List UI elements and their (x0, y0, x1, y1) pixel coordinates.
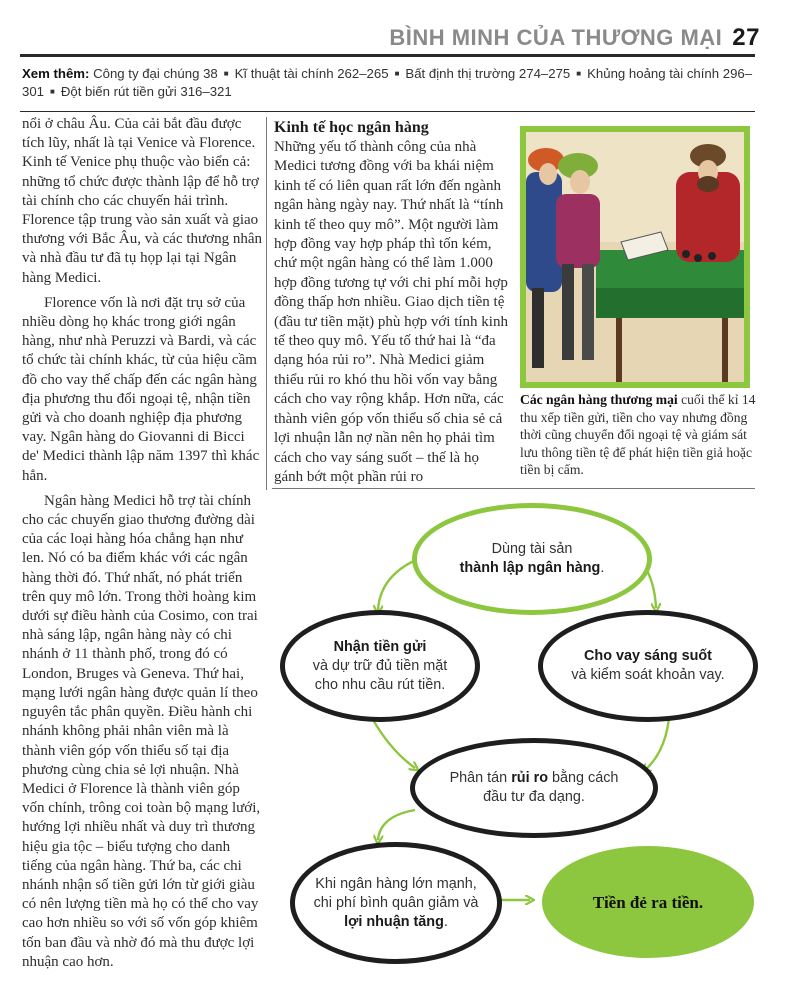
flow-node-deposits (280, 610, 480, 722)
node-text: bằng cách (547, 770, 619, 786)
see-also-item[interactable]: Công ty đại chúng 38 (93, 66, 218, 81)
header-rule (20, 54, 755, 57)
body-paragraph: Florence vốn là nơi đặt trụ sở của nhiều dòng họ khác trong giới ngân hàng, như nhà Peruzzi và Bardi, và các tổ chức tài chính khác, từ của hiệu cầm đồ cho vay thế chấp đến các ngân hàng địa phương thu đổi ngoại tệ, nhận tiền gửi và cho doanh nghiệp địa phương vay. Ngân hàng do Giovanni di Bicci de' Medici thành lập năm 1397 thì khác hẳn. (22, 294, 260, 484)
see-also-item[interactable]: Đột biến rút tiền gửi 316–321 (60, 84, 232, 99)
see-also-rule (20, 111, 755, 112)
figure-caption (520, 391, 756, 479)
see-also-item[interactable]: Bất định thị trường 274–275 (405, 66, 571, 81)
square-bullet-icon: ■ (223, 69, 229, 78)
node-text: và kiểm soát khoản vay. (571, 667, 725, 683)
node-text-bold: thành lập ngân hàng (459, 560, 601, 576)
flow-node-diversify (410, 738, 658, 838)
flow-node-found-bank (412, 503, 652, 615)
sidebar-column (274, 118, 510, 487)
node-text-bold: rủi ro (511, 770, 548, 786)
chapter-title: BÌNH MINH CỦA THƯƠNG MẠI (389, 25, 723, 50)
bankers-painting-image (526, 132, 744, 382)
node-text: . (443, 913, 448, 930)
see-also-label: Xem thêm: (22, 66, 90, 81)
column-divider (266, 117, 267, 490)
square-bullet-icon: ■ (394, 69, 400, 78)
node-text: Phân tán (449, 770, 512, 786)
node-text: Dùng tài sản (491, 541, 573, 557)
node-text: và dự trữ đủ tiền mặt (312, 657, 448, 674)
caption-bold: Các ngân hàng thương mại (520, 392, 678, 407)
medieval-bankers-illustration (520, 126, 750, 388)
node-text: . (600, 560, 605, 576)
node-text: chi phí bình quân giảm và (313, 894, 479, 911)
flow-node-lending (538, 610, 758, 722)
node-text-bold: Tiền đẻ ra tiền. (592, 892, 704, 912)
square-bullet-icon: ■ (576, 69, 582, 78)
page-number: 27 (732, 24, 760, 51)
flow-node-growth (290, 842, 502, 964)
body-paragraph: nổi ở châu Âu. Của cải bắt đầu được tích lũy, nhất là tại Venice và Florence. Kinh tế Venice phụ thuộc vào biển cả: những tổ chức được thành lập để hỗ trợ tài chính cho các chuyến hải trình. Florence tập trung vào sản xuất và giao thương với Bắc Âu, và các thương nhân và nhà đầu tư đã tụ họp lại tại Ngân hàng Medici. (22, 116, 262, 286)
body-paragraph: Ngân hàng Medici hỗ trợ tài chính cho các chuyến giao thương đường dài của các loại hàng hóa chẳng hạn như len. Nó có ba điểm khác với các ngân hàng thời đó. Thứ nhất, nó phát triển trên quy mô lớn. Trong thời hoàng kim dưới sự điều hành của Cosimo, con trai nhà sáng lập, ngân hàng này có chi nhánh ở 11 thành phố, trong đó có London, Bruges và Geneva. Thứ hai, mạng lưới ngân hàng được quản lí theo nguyên tắc phân quyền. Điều hành chi nhánh không phải nhân viên mà là thành viên góp vốn thiểu số tại địa phương cùng chia sẻ lợi nhuận. Nhà Medici ở Florence là thành viên góp vốn chính, trông coi toàn bộ mạng lưới, hướng lợi nhiều nhất và duy trì thương hiệu gia tộc – biểu tượng cho danh tiếng của ngân hàng. Thứ ba, các chi nhánh nhận số tiền gửi lớn từ giới giàu có nên lượng tiền mà họ có thể cho vay cao hơn nhiều so với số vốn góp khiêm tốn ban đầu và nhờ đó mà thu được lợi nhuận cao hơn. (22, 492, 261, 970)
arrow-icon (372, 718, 415, 768)
see-also-item[interactable]: Kĩ thuật tài chính 262–265 (234, 66, 389, 81)
running-header (0, 24, 760, 54)
caption-text: cuối thế kỉ 14 thu xếp tiền gửi, tiền cho vay nhưng đồng thời cũng chuyển đổi ngoại tệ và giám sát lưu thông tiền tệ để phát hiện tiền giả hoặc tiền bị cấm. (520, 392, 756, 477)
arrow-icon (378, 810, 415, 840)
square-bullet-icon: ■ (50, 87, 55, 96)
section-rule (272, 488, 755, 489)
section-heading: Kinh tế học ngân hàng (274, 119, 429, 136)
node-text: Khi ngân hàng lớn mạnh, (315, 875, 477, 892)
main-text-column (22, 115, 262, 972)
banking-flow-diagram (260, 500, 760, 970)
node-text-bold: Cho vay sáng suốt (584, 648, 712, 664)
node-text-bold: lợi nhuận tăng (344, 913, 444, 930)
node-text: đầu tư đa dạng. (483, 789, 585, 805)
sidebar-paragraph: Những yếu tố thành công của nhà Medici tương đồng với ba khái niệm kinh tế có liên quan rất lớn đến ngành ngân hàng ngày nay. Thứ nhất là “tính kinh tế theo quy mô”. Một người làm hợp đồng vay hợp pháp thì tốn kém, chứ một ngân hàng có thể làm 1.000 hợp đồng tương tự với chi phí mỗi hợp đồng thấp hơn nhiều. Giao dịch tiền tệ (đầu tư tiền mặt) phù hợp với tính kinh tế theo quy mô. Yếu tố thứ hai là “đa dạng hóa rủi ro”. Nhà Medici giảm thiểu rủi ro khó thu hồi vốn vay bằng cách cho vay rộng khắp. Hơn nữa, các thành viên góp vốn thiểu số chia sẻ cả lợi nhuận lẫn nợ nần nên họ phải tìm cách cho vay sáng suốt – thế là họ gánh bớt một phần rủi ro (274, 139, 508, 485)
node-text-bold: Nhận tiền gửi (333, 638, 427, 655)
node-text: cho nhu cầu rút tiền. (314, 676, 446, 693)
see-also (22, 65, 757, 101)
flow-node-money-makes-money (542, 846, 754, 958)
see-also-item[interactable]: Khủng hoảng tài chính 296–301 (22, 66, 753, 99)
